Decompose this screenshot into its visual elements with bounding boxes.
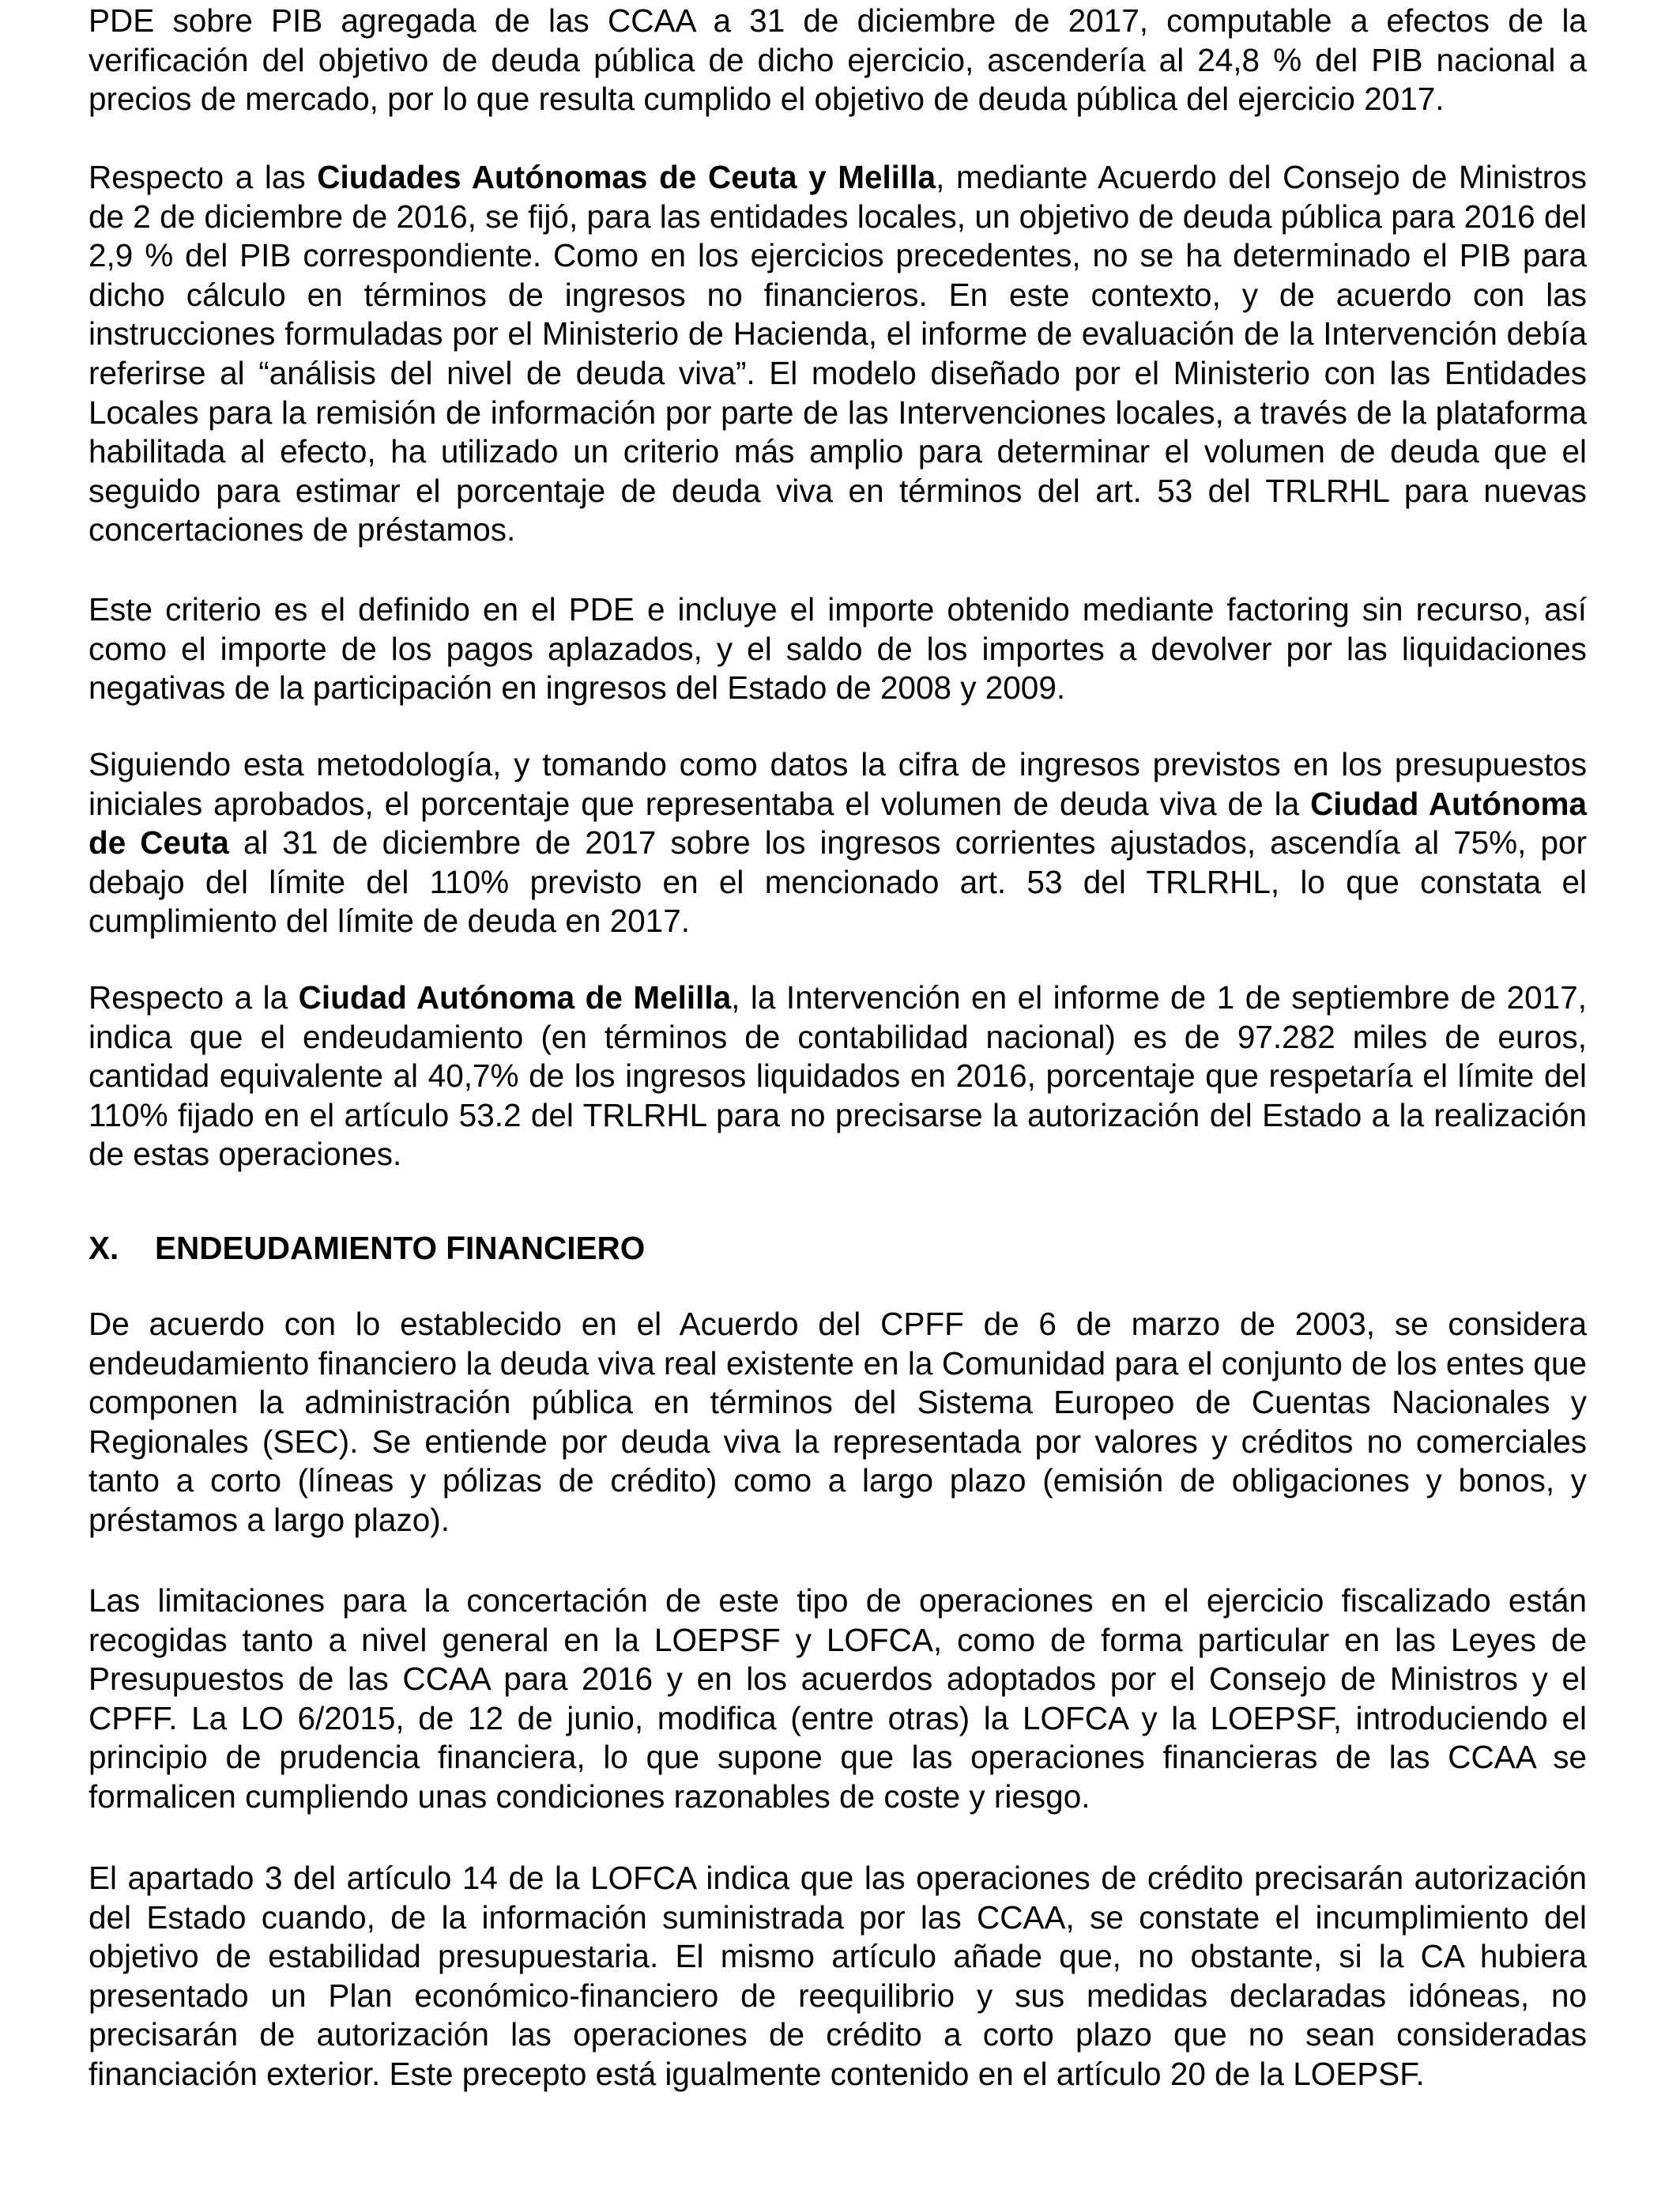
paragraph-text-rest: , mediante Acuerdo del Consejo de Ministros de 2 de diciembre de 2016, se fijó, para las entidades locales, un objetivo de deuda pública para 2016 del 2,9 % del PIB correspondiente. Como en los ejercicios precedentes, no se ha determinado el PIB para dicho cálculo en términos de ingresos no financieros. En este contexto, y de acuerdo con las instrucciones formuladas por el Ministerio de Hacienda, el informe de evaluación de la Intervención debía referirse al “análisis del nivel de deuda viva”. El modelo diseñado por el Ministerio con las Entidades Locales para la remisión de información por parte de las Intervenciones locales, a través de la plataforma habilitada al efecto, ha utilizado un criterio más amplio para determinar el volumen de deuda que el seguido para estimar el porcentaje de deuda viva en términos del art. 53 del TRLRHL para nuevas concertaciones de préstamos.	[89, 159, 1587, 548]
emphasis-melilla: Ciudad Autónoma de Melilla	[298, 979, 732, 1016]
paragraph-ceuta-deuda-viva	[89, 745, 1587, 941]
section-heading	[89, 1229, 1587, 1269]
paragraph-text: De acuerdo con lo establecido en el Acuerdo del CPFF de 6 de marzo de 2003, se considera endeudamiento financiero la deuda viva real existente en la Comunidad para el conjunto de los entes que componen la administración pública en términos del Sistema Europeo de Cuentas Nacionales y Regionales (SEC). Se entiende por deuda viva la representada por valores y créditos no comerciales tanto a corto (líneas y pólizas de crédito) como a largo plazo (emisión de obligaciones y bonos, y préstamos a largo plazo).	[89, 1306, 1587, 1538]
paragraph-text: Las limitaciones para la concertación de este tipo de operaciones en el ejercicio fiscalizado están recogidas tanto a nivel general en la LOEPSF y LOFCA, como de forma particular en las Leyes de Presupuestos de las CCAA para 2016 y en los acuerdos adoptados por el Consejo de Ministros y el CPFF. La LO 6/2015, de 12 de junio, modifica (entre otras) la LOFCA y la LOEPSF, introduciendo el principio de prudencia financiera, lo que supone que las operaciones financieras de las CCAA se formalicen cumpliendo unas condiciones razonables de coste y riesgo.	[89, 1582, 1587, 1815]
emphasis-ceuta-melilla: Ciudades Autónomas de Ceuta y Melilla	[317, 159, 936, 195]
paragraph-articulo-14-lofca	[89, 1859, 1587, 2094]
emphasis-ceuta: Ciudad Autónoma de Ceuta	[89, 785, 1587, 861]
paragraph-text-lead: Siguiendo esta metodología, y tomando como datos la cifra de ingresos previstos en los presupuestos iniciales aprobados, el porcentaje que representaba el volumen de deuda viva de la	[89, 746, 1587, 822]
paragraph-text-rest: al 31 de diciembre de 2017 sobre los ingresos corrientes ajustados, ascendía al 75%, por debajo del límite del 110% previsto en el mencionado art. 53 del TRLRHL, lo que constata el cumplimiento del límite de deuda en 2017.	[89, 824, 1587, 940]
paragraph-definicion-endeudamiento	[89, 1305, 1587, 1540]
paragraph-text: El apartado 3 del artículo 14 de la LOFCA indica que las operaciones de crédito precisarán autorización del Estado cuando, de la información suministrada por las CCAA, se constate el incumplimiento del objetivo de estabilidad presupuestaria. El mismo artículo añade que, no obstante, si la CA hubiera presentado un Plan económico-financiero de reequilibrio y sus medidas declaradas idóneas, no precisarán de autorización las operaciones de crédito a corto plazo que no sean consideradas financiación exterior. Este precepto está igualmente contenido en el artículo 20 de la LOEPSF.	[89, 1860, 1587, 2092]
section-number: X.	[89, 1230, 119, 1266]
paragraph-melilla-endeudamiento	[89, 978, 1587, 1174]
section-title: ENDEUDAMIENTO FINANCIERO	[155, 1230, 646, 1266]
paragraph-ceuta-melilla	[89, 158, 1587, 550]
paragraph-pde-deuda-ccaa	[89, 2, 1587, 119]
paragraph-text-lead: Respecto a la	[89, 979, 299, 1016]
paragraph-text-lead: Respecto a las	[89, 159, 318, 195]
paragraph-text: PDE sobre PIB agregada de las CCAA a 31 de diciembre de 2017, computable a efectos de la verificación del objetivo de deuda pública de dicho ejercicio, ascendería al 24,8 % del PIB nacional a precios de mercado, por lo que resulta cumplido el objetivo de deuda pública del ejercicio 2017.	[89, 2, 1587, 118]
paragraph-limitaciones	[89, 1581, 1587, 1817]
paragraph-text: Este criterio es el definido en el PDE e incluye el importe obtenido mediante factoring sin recurso, así como el importe de los pagos aplazados, y el saldo de los importes a devolver por las liquidaciones negativas de la participación en ingresos del Estado de 2008 y 2009.	[89, 591, 1587, 707]
paragraph-text-rest: , la Intervención en el informe de 1 de septiembre de 2017, indica que el endeudamiento (en términos de contabilidad nacional) es de 97.282 miles de euros, cantidad equivalente al 40,7% de los ingresos liquidados en 2016, porcentaje que respetaría el límite del 110% fijado en el artículo 53.2 del TRLRHL para no precisarse la autorización del Estado a la realización de estas operaciones.	[89, 979, 1587, 1173]
paragraph-criterio-pde	[89, 590, 1587, 708]
